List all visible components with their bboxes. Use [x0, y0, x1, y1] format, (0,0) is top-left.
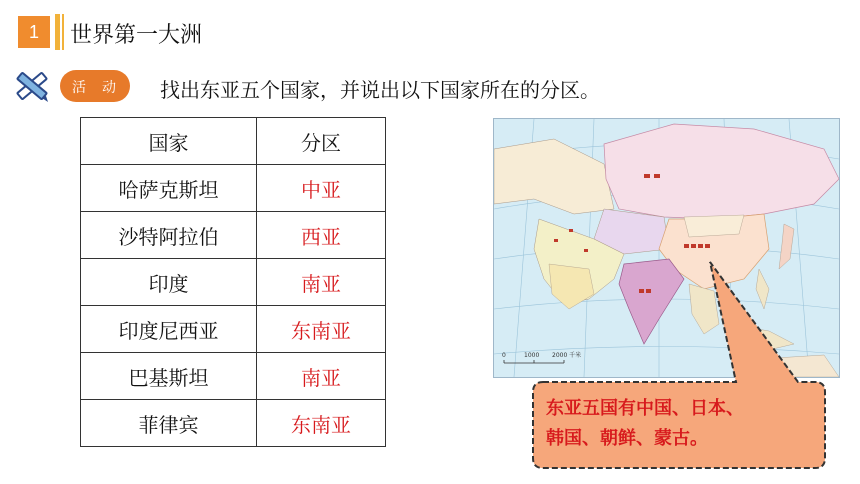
table-row	[81, 353, 386, 400]
scale-label-2000: 2000 千米	[552, 352, 582, 359]
country-cell: 巴基斯坦	[81, 353, 257, 400]
scale-label-1000: 1000	[524, 352, 540, 359]
table-row	[81, 165, 386, 212]
asia-political-map	[493, 118, 840, 378]
title-accent-bar	[55, 14, 60, 50]
header-country: 国家	[81, 118, 257, 165]
table-row	[81, 259, 386, 306]
country-cell: 菲律宾	[81, 400, 257, 447]
ruler-pencil-icon	[12, 68, 52, 104]
activity-badge-char-2: 动	[102, 80, 116, 96]
activity-badge-char-1: 活	[72, 80, 86, 96]
table-row	[81, 400, 386, 447]
country-cell: 沙特阿拉伯	[81, 212, 257, 259]
activity-instruction: 找出东亚五个国家，并说出以下国家所在的分区。	[160, 78, 600, 102]
callout-line-1: 东亚五国有中国、日本、	[546, 398, 744, 419]
callout-line-2: 韩国、朝鲜、蒙古。	[546, 428, 708, 449]
section-title: 世界第一大洲	[70, 23, 203, 48]
region-cell: 东南亚	[257, 306, 386, 353]
asia-map-graphic	[494, 119, 839, 377]
country-region-table	[80, 117, 386, 447]
table-row	[81, 306, 386, 353]
scale-label-0: 0	[502, 352, 506, 359]
section-number-badge: 1	[18, 16, 50, 48]
region-cell: 中亚	[257, 165, 386, 212]
region-cell: 南亚	[257, 259, 386, 306]
activity-badge	[60, 70, 130, 102]
region-cell: 西亚	[257, 212, 386, 259]
answer-callout-text	[546, 394, 816, 454]
map-scale-bar	[502, 351, 581, 363]
table-row	[81, 212, 386, 259]
country-cell: 哈萨克斯坦	[81, 165, 257, 212]
country-cell: 印度	[81, 259, 257, 306]
table-header-row	[81, 118, 386, 165]
country-cell: 印度尼西亚	[81, 306, 257, 353]
region-cell: 东南亚	[257, 400, 386, 447]
header-region: 分区	[257, 118, 386, 165]
region-cell: 南亚	[257, 353, 386, 400]
title-accent-bar-thin	[62, 14, 64, 50]
